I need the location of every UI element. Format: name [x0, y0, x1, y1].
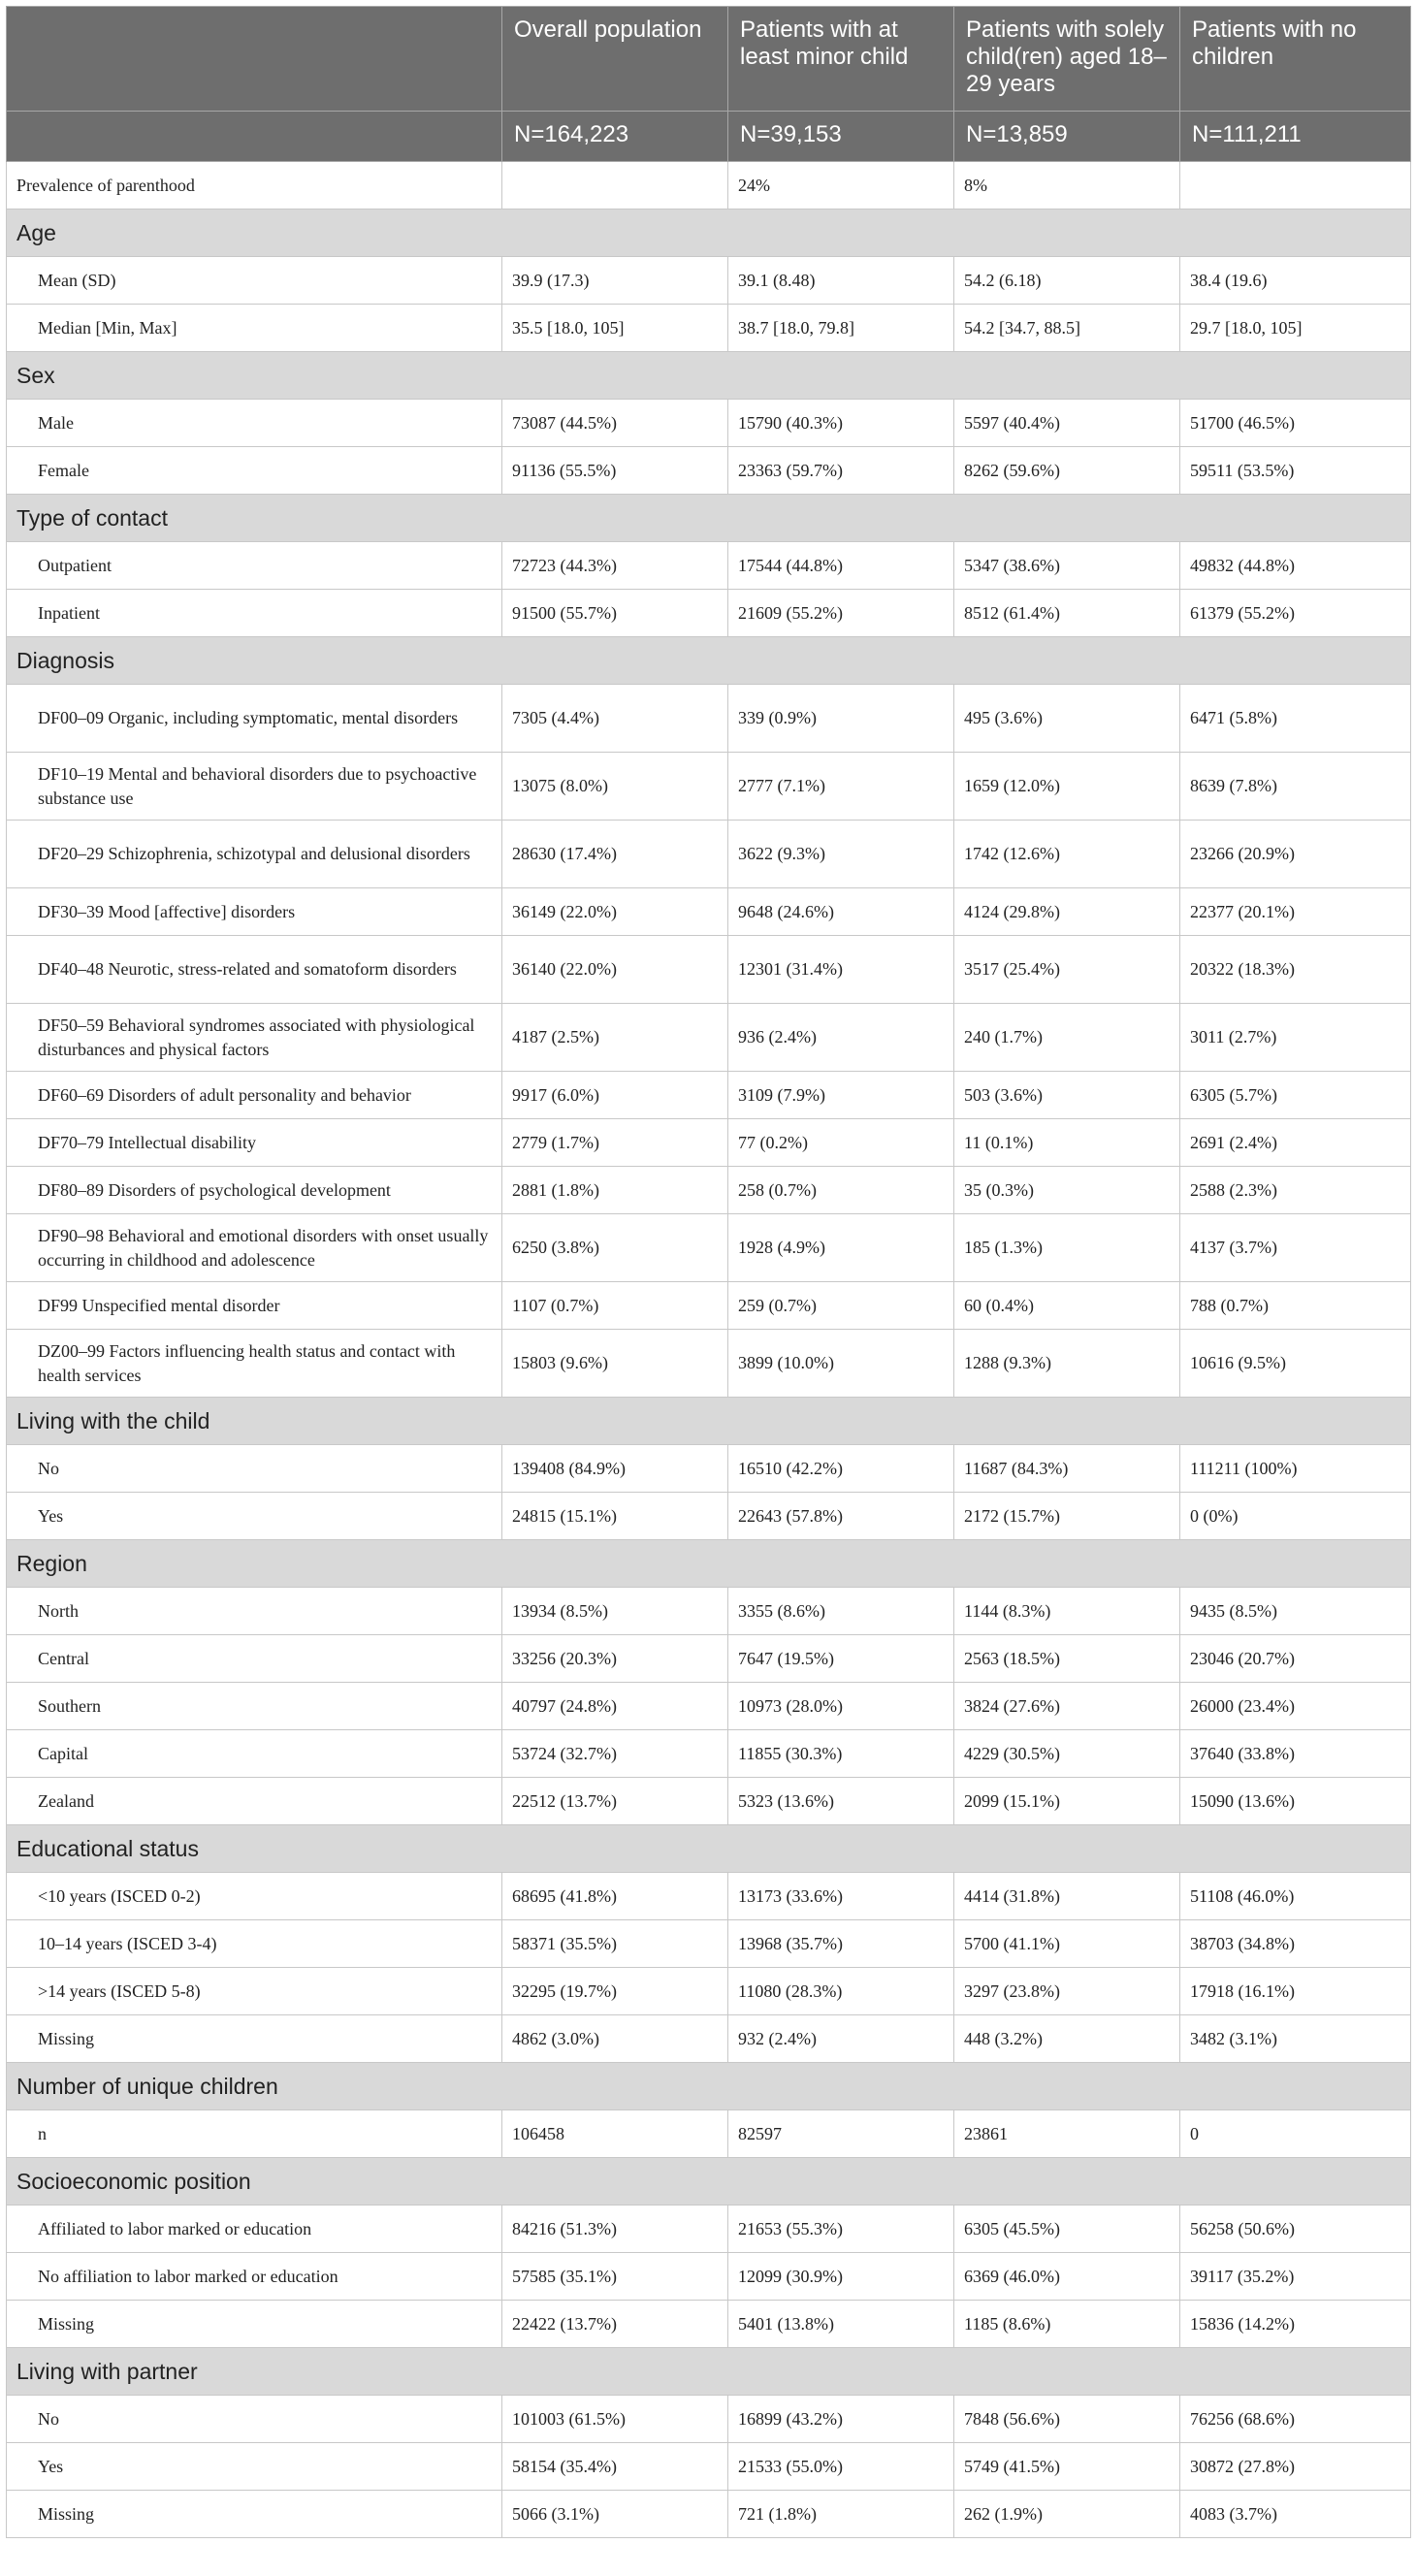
row-label: >14 years (ISCED 5-8) [7, 1968, 502, 2015]
cell-value: 91500 (55.7%) [502, 590, 728, 637]
row-label: North [7, 1588, 502, 1635]
cell-value: 139408 (84.9%) [502, 1445, 728, 1493]
table-row [7, 2015, 1411, 2063]
cell-value: 39.1 (8.48) [728, 257, 954, 305]
cell-value: 6250 (3.8%) [502, 1214, 728, 1282]
table-row [7, 2396, 1411, 2443]
row-label: DZ00–99 Factors influencing health status and contact with health services [7, 1330, 502, 1398]
row-label: DF90–98 Behavioral and emotional disorders with onset usually occurring in childhood and adolescence [7, 1214, 502, 1282]
cell-value: 61379 (55.2%) [1180, 590, 1411, 637]
table-row [7, 753, 1411, 821]
cell-value: 11 (0.1%) [954, 1119, 1180, 1167]
cell-value: 3011 (2.7%) [1180, 1004, 1411, 1072]
section-header-row [7, 2158, 1411, 2206]
section-header-row [7, 495, 1411, 542]
cell-value: 721 (1.8%) [728, 2491, 954, 2538]
cell-value: 185 (1.3%) [954, 1214, 1180, 1282]
cell-value: 57585 (35.1%) [502, 2253, 728, 2301]
section-header-row [7, 1398, 1411, 1445]
section-header-row [7, 209, 1411, 257]
cell-value: 13173 (33.6%) [728, 1873, 954, 1920]
cell-value: 37640 (33.8%) [1180, 1730, 1411, 1778]
row-label: DF10–19 Mental and behavioral disorders due to psychoactive substance use [7, 753, 502, 821]
cell-value: 12301 (31.4%) [728, 936, 954, 1004]
row-label: Mean (SD) [7, 257, 502, 305]
table-row [7, 1004, 1411, 1072]
table-row [7, 1968, 1411, 2015]
row-label: DF20–29 Schizophrenia, schizotypal and delusional disorders [7, 821, 502, 888]
table-row [7, 1873, 1411, 1920]
row-label: Southern [7, 1683, 502, 1730]
cell-value: 68695 (41.8%) [502, 1873, 728, 1920]
cell-value: 4862 (3.0%) [502, 2015, 728, 2063]
cell-value: 8262 (59.6%) [954, 447, 1180, 495]
cell-value: 28630 (17.4%) [502, 821, 728, 888]
table-row [7, 2253, 1411, 2301]
row-label: DF60–69 Disorders of adult personality and behavior [7, 1072, 502, 1119]
row-label: Capital [7, 1730, 502, 1778]
cell-value: 0 [1180, 2110, 1411, 2158]
table-row [7, 590, 1411, 637]
cell-value: 16899 (43.2%) [728, 2396, 954, 2443]
cell-value: 5323 (13.6%) [728, 1778, 954, 1825]
cell-value: 21609 (55.2%) [728, 590, 954, 637]
cell-value: 6305 (45.5%) [954, 2206, 1180, 2253]
cell-value: 23861 [954, 2110, 1180, 2158]
cell-value: 1288 (9.3%) [954, 1330, 1180, 1398]
section-title: Sex [7, 352, 1411, 400]
row-label: Female [7, 447, 502, 495]
table-row [7, 1445, 1411, 1493]
table-row [7, 257, 1411, 305]
cell-value: 1659 (12.0%) [954, 753, 1180, 821]
cell-value: 8% [954, 162, 1180, 209]
table-row-prevalence [7, 162, 1411, 209]
cell-value: 15090 (13.6%) [1180, 1778, 1411, 1825]
cell-value: 788 (0.7%) [1180, 1282, 1411, 1330]
cell-value: 22377 (20.1%) [1180, 888, 1411, 936]
cell-value: 3899 (10.0%) [728, 1330, 954, 1398]
cell-value: 11687 (84.3%) [954, 1445, 1180, 1493]
table-row [7, 542, 1411, 590]
table-row [7, 1920, 1411, 1968]
cell-value: 240 (1.7%) [954, 1004, 1180, 1072]
cell-value: 51108 (46.0%) [1180, 1873, 1411, 1920]
cell-value: 1185 (8.6%) [954, 2301, 1180, 2348]
table-row [7, 1493, 1411, 1540]
cell-value: 2172 (15.7%) [954, 1493, 1180, 1540]
cell-value: 2881 (1.8%) [502, 1167, 728, 1214]
table-row [7, 1730, 1411, 1778]
cell-value: 10616 (9.5%) [1180, 1330, 1411, 1398]
section-title: Number of unique children [7, 2063, 1411, 2110]
cell-value: 58154 (35.4%) [502, 2443, 728, 2491]
cell-value: 60 (0.4%) [954, 1282, 1180, 1330]
section-title: Living with the child [7, 1398, 1411, 1445]
section-header-row [7, 637, 1411, 685]
cell-value: 22422 (13.7%) [502, 2301, 728, 2348]
cell-value: 5597 (40.4%) [954, 400, 1180, 447]
cell-value: 15790 (40.3%) [728, 400, 954, 447]
cell-value: 101003 (61.5%) [502, 2396, 728, 2443]
cell-value: 51700 (46.5%) [1180, 400, 1411, 447]
section-header-row [7, 1825, 1411, 1873]
cell-value: 77 (0.2%) [728, 1119, 954, 1167]
section-header-row [7, 2063, 1411, 2110]
cell-value: 2777 (7.1%) [728, 753, 954, 821]
cell-value: 82597 [728, 2110, 954, 2158]
cell-value: 8639 (7.8%) [1180, 753, 1411, 821]
cell-value: 9648 (24.6%) [728, 888, 954, 936]
cell-value: 23363 (59.7%) [728, 447, 954, 495]
section-header-row [7, 2348, 1411, 2396]
cell-value: 24% [728, 162, 954, 209]
cell-value: 5401 (13.8%) [728, 2301, 954, 2348]
cell-value: 495 (3.6%) [954, 685, 1180, 753]
cell-value: 54.2 (6.18) [954, 257, 1180, 305]
cell-value: 36140 (22.0%) [502, 936, 728, 1004]
cell-value: 11080 (28.3%) [728, 1968, 954, 2015]
cell-value: 6471 (5.8%) [1180, 685, 1411, 753]
cell-value: 17544 (44.8%) [728, 542, 954, 590]
characteristics-table [6, 6, 1411, 2538]
cell-value: 111211 (100%) [1180, 1445, 1411, 1493]
row-label: DF99 Unspecified mental disorder [7, 1282, 502, 1330]
cell-value: 13934 (8.5%) [502, 1588, 728, 1635]
cell-value: 38.4 (19.6) [1180, 257, 1411, 305]
row-label: DF00–09 Organic, including symptomatic, mental disorders [7, 685, 502, 753]
section-header-row [7, 1540, 1411, 1588]
cell-value: 13075 (8.0%) [502, 753, 728, 821]
cell-value: 7647 (19.5%) [728, 1635, 954, 1683]
cell-value: 40797 (24.8%) [502, 1683, 728, 1730]
cell-value: 2588 (2.3%) [1180, 1167, 1411, 1214]
cell-value: 5066 (3.1%) [502, 2491, 728, 2538]
row-label: Yes [7, 1493, 502, 1540]
cell-value: 17918 (16.1%) [1180, 1968, 1411, 2015]
cell-value: 3824 (27.6%) [954, 1683, 1180, 1730]
cell-value: 12099 (30.9%) [728, 2253, 954, 2301]
row-label: Affiliated to labor marked or education [7, 2206, 502, 2253]
cell-value: 39.9 (17.3) [502, 257, 728, 305]
cell-value: 56258 (50.6%) [1180, 2206, 1411, 2253]
section-header-row [7, 352, 1411, 400]
table-row [7, 400, 1411, 447]
cell-value: 3622 (9.3%) [728, 821, 954, 888]
cell-value: 4124 (29.8%) [954, 888, 1180, 936]
cell-value: 3297 (23.8%) [954, 1968, 1180, 2015]
table-row [7, 2491, 1411, 2538]
cell-value: 20322 (18.3%) [1180, 936, 1411, 1004]
row-label: DF70–79 Intellectual disability [7, 1119, 502, 1167]
cell-value: 49832 (44.8%) [1180, 542, 1411, 590]
row-label: Missing [7, 2301, 502, 2348]
row-label: Yes [7, 2443, 502, 2491]
table-row [7, 1167, 1411, 1214]
row-label: DF80–89 Disorders of psychological development [7, 1167, 502, 1214]
header-n-row [7, 112, 1411, 162]
section-title: Educational status [7, 1825, 1411, 1873]
cell-value: 91136 (55.5%) [502, 447, 728, 495]
header-cell-blank [7, 7, 502, 112]
cell-value: 76256 (68.6%) [1180, 2396, 1411, 2443]
cell-value: 503 (3.6%) [954, 1072, 1180, 1119]
table-row [7, 1330, 1411, 1398]
cell-value: 22512 (13.7%) [502, 1778, 728, 1825]
n-minor-child: N=39,153 [728, 112, 954, 162]
cell-value: 35.5 [18.0, 105] [502, 305, 728, 352]
table-row [7, 2443, 1411, 2491]
section-title: Socioeconomic position [7, 2158, 1411, 2206]
table-row [7, 1635, 1411, 1683]
cell-value: 36149 (22.0%) [502, 888, 728, 936]
cell-value: 5700 (41.1%) [954, 1920, 1180, 1968]
row-label: DF40–48 Neurotic, stress-related and somatoform disorders [7, 936, 502, 1004]
row-label: Inpatient [7, 590, 502, 637]
table-row [7, 2206, 1411, 2253]
row-label: Outpatient [7, 542, 502, 590]
section-title: Region [7, 1540, 1411, 1588]
row-label: Missing [7, 2491, 502, 2538]
cell-value: 6305 (5.7%) [1180, 1072, 1411, 1119]
table-body [7, 162, 1411, 2538]
table-row [7, 821, 1411, 888]
section-title: Living with partner [7, 2348, 1411, 2396]
cell-value: 38703 (34.8%) [1180, 1920, 1411, 1968]
cell-value: 21533 (55.0%) [728, 2443, 954, 2491]
cell-value: 16510 (42.2%) [728, 1445, 954, 1493]
cell-value: 35 (0.3%) [954, 1167, 1180, 1214]
cell-value: 1107 (0.7%) [502, 1282, 728, 1330]
cell-value: 936 (2.4%) [728, 1004, 954, 1072]
cell-value: 3482 (3.1%) [1180, 2015, 1411, 2063]
row-label: <10 years (ISCED 0-2) [7, 1873, 502, 1920]
table-row [7, 447, 1411, 495]
cell-value: 29.7 [18.0, 105] [1180, 305, 1411, 352]
cell-value: 259 (0.7%) [728, 1282, 954, 1330]
cell-value: 1144 (8.3%) [954, 1588, 1180, 1635]
cell-value: 5347 (38.6%) [954, 542, 1180, 590]
cell-value: 33256 (20.3%) [502, 1635, 728, 1683]
cell-value [1180, 162, 1411, 209]
cell-value: 26000 (23.4%) [1180, 1683, 1411, 1730]
cell-value: 54.2 [34.7, 88.5] [954, 305, 1180, 352]
row-label: Male [7, 400, 502, 447]
cell-value: 4187 (2.5%) [502, 1004, 728, 1072]
table-header [7, 7, 1411, 162]
cell-value: 23266 (20.9%) [1180, 821, 1411, 888]
row-label: Central [7, 1635, 502, 1683]
cell-value: 1742 (12.6%) [954, 821, 1180, 888]
table-row [7, 936, 1411, 1004]
row-label: 10–14 years (ISCED 3-4) [7, 1920, 502, 1968]
cell-value: 6369 (46.0%) [954, 2253, 1180, 2301]
cell-value: 11855 (30.3%) [728, 1730, 954, 1778]
table-row [7, 2110, 1411, 2158]
cell-value: 23046 (20.7%) [1180, 1635, 1411, 1683]
cell-value: 1928 (4.9%) [728, 1214, 954, 1282]
cell-value: 448 (3.2%) [954, 2015, 1180, 2063]
cell-value: 2563 (18.5%) [954, 1635, 1180, 1683]
cell-value: 262 (1.9%) [954, 2491, 1180, 2538]
cell-value: 258 (0.7%) [728, 1167, 954, 1214]
section-title: Age [7, 209, 1411, 257]
cell-value: 932 (2.4%) [728, 2015, 954, 2063]
cell-value [502, 162, 728, 209]
table-row [7, 1588, 1411, 1635]
header-adult-children: Patients with solely child(ren) aged 18–29 years [954, 7, 1180, 112]
cell-value: 32295 (19.7%) [502, 1968, 728, 2015]
cell-value: 7848 (56.6%) [954, 2396, 1180, 2443]
cell-value: 58371 (35.5%) [502, 1920, 728, 1968]
cell-value: 73087 (44.5%) [502, 400, 728, 447]
cell-value: 15836 (14.2%) [1180, 2301, 1411, 2348]
cell-value: 24815 (15.1%) [502, 1493, 728, 1540]
cell-value: 3355 (8.6%) [728, 1588, 954, 1635]
row-label: Prevalence of parenthood [7, 162, 502, 209]
header-row [7, 7, 1411, 112]
cell-value: 4414 (31.8%) [954, 1873, 1180, 1920]
n-no-children: N=111,211 [1180, 112, 1411, 162]
row-label: Zealand [7, 1778, 502, 1825]
cell-value: 53724 (32.7%) [502, 1730, 728, 1778]
cell-value: 2099 (15.1%) [954, 1778, 1180, 1825]
row-label: DF50–59 Behavioral syndromes associated with physiological disturbances and physical factors [7, 1004, 502, 1072]
cell-value: 39117 (35.2%) [1180, 2253, 1411, 2301]
header-overall-population: Overall population [502, 7, 728, 112]
cell-value: 7305 (4.4%) [502, 685, 728, 753]
table-row [7, 1072, 1411, 1119]
cell-value: 10973 (28.0%) [728, 1683, 954, 1730]
cell-value: 72723 (44.3%) [502, 542, 728, 590]
cell-value: 4229 (30.5%) [954, 1730, 1180, 1778]
section-title: Diagnosis [7, 637, 1411, 685]
row-label: Missing [7, 2015, 502, 2063]
cell-value: 84216 (51.3%) [502, 2206, 728, 2253]
table-row [7, 685, 1411, 753]
cell-value: 8512 (61.4%) [954, 590, 1180, 637]
n-cell-blank [7, 112, 502, 162]
cell-value: 22643 (57.8%) [728, 1493, 954, 1540]
cell-value: 3109 (7.9%) [728, 1072, 954, 1119]
cell-value: 4083 (3.7%) [1180, 2491, 1411, 2538]
cell-value: 59511 (53.5%) [1180, 447, 1411, 495]
cell-value: 2779 (1.7%) [502, 1119, 728, 1167]
table-row [7, 1214, 1411, 1282]
cell-value: 9435 (8.5%) [1180, 1588, 1411, 1635]
cell-value: 21653 (55.3%) [728, 2206, 954, 2253]
row-label: No [7, 1445, 502, 1493]
row-label: No [7, 2396, 502, 2443]
section-title: Type of contact [7, 495, 1411, 542]
table-row [7, 1683, 1411, 1730]
cell-value: 15803 (9.6%) [502, 1330, 728, 1398]
row-label: n [7, 2110, 502, 2158]
cell-value: 0 (0%) [1180, 1493, 1411, 1540]
cell-value: 3517 (25.4%) [954, 936, 1180, 1004]
table-row [7, 888, 1411, 936]
cell-value: 13968 (35.7%) [728, 1920, 954, 1968]
cell-value: 4137 (3.7%) [1180, 1214, 1411, 1282]
header-no-children: Patients with no children [1180, 7, 1411, 112]
cell-value: 5749 (41.5%) [954, 2443, 1180, 2491]
cell-value: 9917 (6.0%) [502, 1072, 728, 1119]
cell-value: 2691 (2.4%) [1180, 1119, 1411, 1167]
table-row [7, 2301, 1411, 2348]
cell-value: 38.7 [18.0, 79.8] [728, 305, 954, 352]
header-minor-child: Patients with at least minor child [728, 7, 954, 112]
table-row [7, 305, 1411, 352]
row-label: No affiliation to labor marked or education [7, 2253, 502, 2301]
table-row [7, 1778, 1411, 1825]
cell-value: 339 (0.9%) [728, 685, 954, 753]
cell-value: 106458 [502, 2110, 728, 2158]
table-row [7, 1119, 1411, 1167]
row-label: DF30–39 Mood [affective] disorders [7, 888, 502, 936]
n-overall-population: N=164,223 [502, 112, 728, 162]
cell-value: 30872 (27.8%) [1180, 2443, 1411, 2491]
n-adult-children: N=13,859 [954, 112, 1180, 162]
row-label: Median [Min, Max] [7, 305, 502, 352]
table-row [7, 1282, 1411, 1330]
